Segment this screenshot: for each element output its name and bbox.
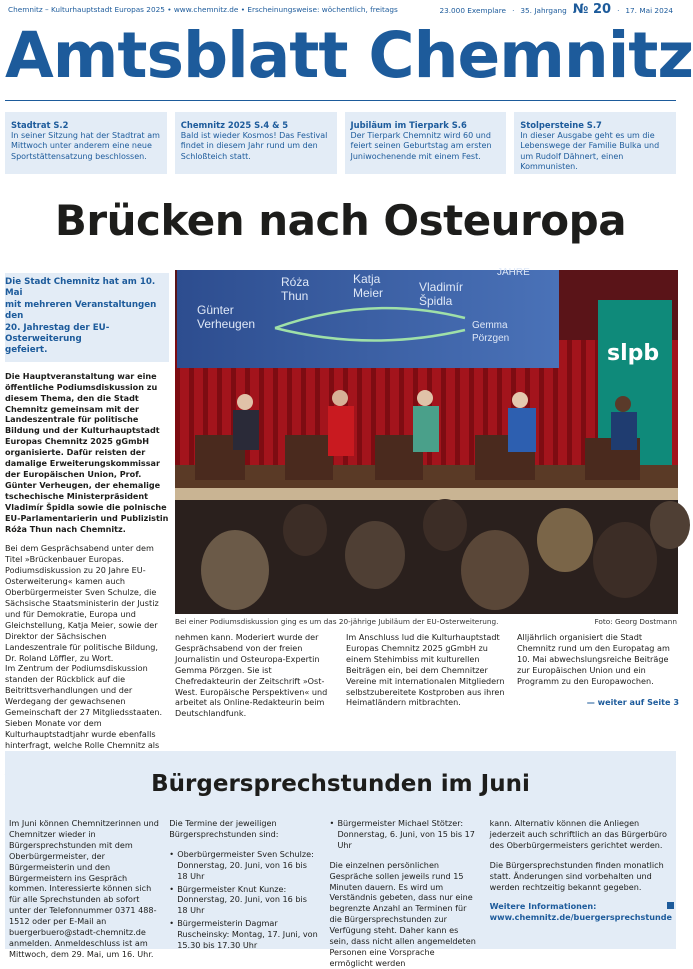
photo-caption <box>175 617 677 626</box>
lead-line: Die Stadt Chemnitz hat am 10. Mai <box>5 277 156 299</box>
lead-line: gefeiert. <box>5 345 48 356</box>
article-column-1: nehmen kann. Moderiert wurde der Gesprächsabend von der freien Journalistin und Osteuropa-Expertin Gemma Pörzgen. Sie ist Chefredakteurin der Zeitschrift »Ost-West. Europäische Perspektiven« und arbeitet als Online-Redakteurin beim Deutschlandfunk. <box>175 632 328 719</box>
info-block <box>490 901 672 923</box>
box-column-2 <box>169 818 319 969</box>
svg-text:slpb: slpb <box>607 341 660 366</box>
lead-line: mit mehreren Veranstaltungen den <box>5 299 157 322</box>
article-left-column <box>5 273 169 783</box>
continue-link[interactable]: — weiter auf Seite 3 <box>586 696 679 707</box>
top-info-line <box>8 2 673 16</box>
teaser-row <box>5 112 676 174</box>
article-intro-paragraph: Die Hauptveranstaltung war eine öffentliche Podiumsdiskussion zu diesem Thema, den die Stadt Chemnitz gemeinsam mit der Landeszentrale für politische Bildung und der Kulturhauptstadt Europas Chemnitz 2025 gGmbH organisierte. Dafür reisten der damalige Erweiterungskommissar der Europäischen Union, Prof. Günter Verheugen, der ehemalige tschechische Ministerpräsident Vladimír Špidla sowie die polnische EU-Parlamentarierin und Publizistin Róża Thun nach Chemnitz. <box>5 370 169 534</box>
event-photo <box>175 267 678 614</box>
appointment-list <box>169 849 319 951</box>
svg-text:Verheugen: Verheugen <box>197 317 256 331</box>
info-link[interactable]: www.chemnitz.de/buergersprechstunde <box>489 912 673 923</box>
box-paragraph: Die Termine der jeweiligen Bürgersprechstunden sind: <box>169 818 279 839</box>
list-item: • Bürgermeister Knut Kunze: Donnerstag, 20. Juni, von 16 bis 18 Uhr <box>169 884 319 917</box>
box-paragraph: Die einzelnen persönlichen Gespräche sollen jeweils rund 15 Minuten dauern. Es wird um Verständnis gebeten, dass nur eine begrenzte Anzahl an Terminen für die Bürgersprechstunden zur Verfügung steht. Daher kann es sein, dass nicht allen angemeldeten Personen eine Vorsprache ermöglicht werden <box>329 859 476 968</box>
box-paragraph: Im Juni können Chemnitzerinnen und Chemnitzer wieder in Bürgersprechstunden mit dem Oberbürgermeister, der Bürgermeisterin und den Bürgermeistern ins Gespräch kommen. Interessierte können sich für alle Sprechstunden ab sofort unter der Telefonnummer 0371 488-1512 oder per E-Mail an buergerbuero@stadt-chemnitz.de anmelden. Anmeldeschluss ist am Mittwoch, dem 29. Mai, um 16. Uhr. <box>9 818 159 959</box>
info-label: Weitere Informationen: <box>489 901 597 912</box>
teaser-text: Bald ist wieder Kosmos! Das Festival findet in diesem Jahr rund um den Schloßteich statt. <box>180 130 328 161</box>
article-lead <box>5 273 169 362</box>
circulation: 23.000 Exemplare <box>439 5 507 15</box>
teaser-text: In seiner Sitzung hat der Stadtrat am Mittwoch unter anderem eine neue Sportstättensatzung beschlossen. <box>11 130 160 161</box>
teaser-text: Der Tierpark Chemnitz wird 60 und feiert seinen Geburtstag am ersten Juniwochenende mit einem Fest. <box>350 130 492 161</box>
appointment-list <box>329 818 479 851</box>
issue-date: 17. Mai 2024 <box>625 5 673 15</box>
svg-text:Vladimír: Vladimír <box>419 280 464 294</box>
info-box-sprechstunden <box>5 751 676 968</box>
issue-number: № 20 <box>572 1 612 17</box>
teaser-chemnitz-2025[interactable] <box>175 112 337 174</box>
box-paragraph: Die Bürgersprechstunden finden monatlich statt. Änderungen sind vorbehalten und werden rechtzeitig bekannt gegeben. <box>489 859 664 892</box>
box-columns <box>9 818 672 969</box>
teaser-stadtrat[interactable] <box>5 112 167 174</box>
list-item: • Oberbürgermeister Sven Schulze: Donnerstag, 20. Juni, von 16 bis 18 Uhr <box>169 849 319 882</box>
box-paragraph: kann. Alternativ können die Anliegen jederzeit auch schriftlich an das Bürgerbüro des Oberbürgermeisters gerichtet werden. <box>489 818 667 850</box>
masthead: Amtsblatt Chemnitz <box>5 19 693 92</box>
list-item: • Bürgermeister Michael Stötzer: Donnerstag, 6. Juni, von 15 bis 17 Uhr <box>329 818 479 851</box>
teaser-text: In dieser Ausgabe geht es um die Lebenswege der Familie Bulka und um Rudolf Dähnert, einen Kommunisten. <box>520 130 660 171</box>
svg-text:Katja: Katja <box>353 272 381 286</box>
teaser-stolpersteine[interactable] <box>514 112 676 174</box>
svg-text:Pörzgen: Pörzgen <box>472 333 510 344</box>
article-columns <box>175 632 679 719</box>
teaser-title: Jubiläum im Tierpark S.6 <box>350 120 467 130</box>
topline-right: 23.000 Exemplare · 35. Jahrgang № 20 · 17. Mai 2024 <box>439 1 673 17</box>
article-column-3 <box>517 632 679 719</box>
box-column-3 <box>329 818 479 969</box>
end-marker <box>667 902 674 909</box>
svg-text:Róża: Róża <box>281 275 310 289</box>
article-paragraph: Bei dem Gesprächsabend unter dem Titel »Brückenbauer Europas. Podiumsdiskussion zu 20 Jahre EU-Osterweiterung« kamen auch Oberbürgermeister Sven Schulze, die Sächsische Staatsministerin der Justiz und für Demokratie, Europa und Gleichstellung, Katja Meier, sowie der Direktor der Sächsischen Landeszentrale für politische Bildung, Dr. Roland Löffler, zu Wort. <box>5 543 159 663</box>
article-paragraph: Im Zentrum der Podiumsdiskussion standen der Rückblick auf die Beitrittsverhandlungen und der Werdegang der gewachsenen Gemeinschaft der 27 Mitgliedsstaaten. Sieben Monate vor dem Kulturhauptstadtjahr wurde ebenfalls hinterfragt, welche Rolle Chemnitz als <box>5 663 163 750</box>
box-column-1 <box>9 818 159 969</box>
article-headline: Brücken nach Osteuropa <box>54 196 627 245</box>
svg-text:Meier: Meier <box>353 286 384 300</box>
topline-left: Chemnitz – Kulturhauptstadt Europas 2025 • www.chemnitz.de • Erscheinungsweise: wöchentlich, freitags <box>8 4 398 14</box>
svg-text:Špidla: Špidla <box>419 294 453 308</box>
lead-line: 20. Jahrestag der EU-Osterweiterung <box>5 322 110 345</box>
svg-text:Thun: Thun <box>281 289 309 303</box>
volume: 35. Jahrgang <box>520 5 567 15</box>
box-column-4 <box>490 818 672 969</box>
article-paragraph: Alljährlich organisiert die Stadt Chemnitz rund um den Europatag am 10. Mai abwechslungsreiche Beiträge zur Europäischen Union und ein Programm zu den Europawochen. <box>517 632 670 686</box>
teaser-title: Stadtrat S.2 <box>11 120 69 130</box>
svg-text:Gemma: Gemma <box>472 320 508 331</box>
list-item: • Bürgermeisterin Dagmar Ruscheinsky: Montag, 17. Juni, von 15.30 bis 17.30 Uhr <box>169 918 319 951</box>
teaser-title: Stolpersteine S.7 <box>520 120 602 130</box>
svg-text:Günter: Günter <box>197 303 234 317</box>
box-title: Bürgersprechstunden im Juni <box>151 771 530 797</box>
teaser-title: Chemnitz 2025 S.4 & 5 <box>180 120 289 130</box>
article-column-2: Im Anschluss lud die Kulturhauptstadt Europas Chemnitz 2025 gGmbH zu einem Stehimbiss mit kulturellen Beiträgen ein, bei dem Chemnitzer Vereine mit internationalen Mitgliedern selbstzubereitete Kostproben aus ihren Heimatländern mitbrachten. <box>346 632 505 708</box>
svg-text:JAHRE: JAHRE <box>497 267 530 278</box>
masthead-rule <box>5 100 676 101</box>
photo-credit: Foto: Georg Dostmann <box>594 617 677 626</box>
podium-photo-illustration <box>175 267 678 614</box>
caption-text: Bei einer Podiumsdiskussion ging es um das 20-jährige Jubiläum der EU-Osterweiterung. <box>175 617 499 626</box>
teaser-tierpark[interactable] <box>345 112 507 174</box>
